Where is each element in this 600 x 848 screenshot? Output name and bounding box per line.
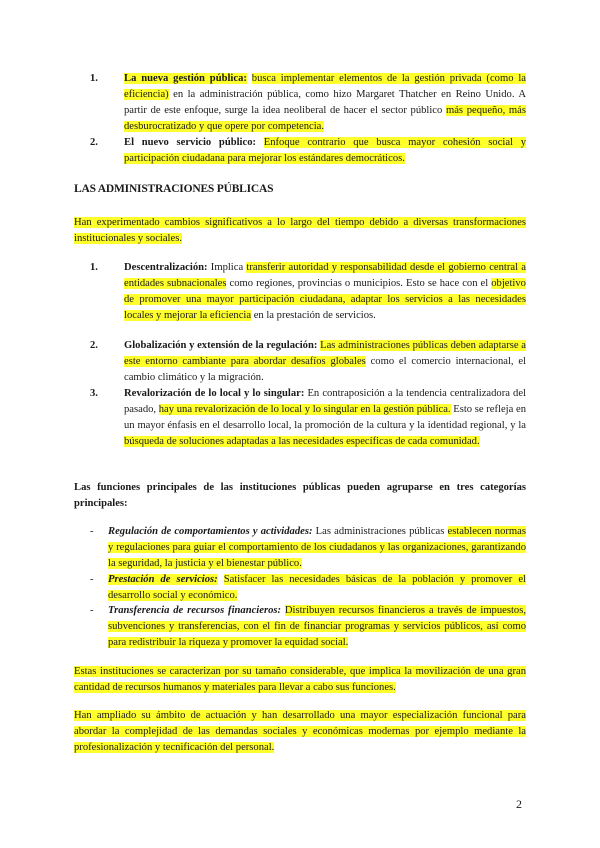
- intro-paragraph: Han experimentado cambios significativos a lo largo del tiempo debido a diversas transformaciones institucionales y sociales.: [74, 217, 526, 244]
- functions-item-1: - Regulación de comportamientos y actividades: Las administraciones públicas establecen normas y regulaciones para guiar el comportamiento de los ciudadanos y las organizaciones, garantizando la seguridad, la justicia y el bienestar público.: [90, 526, 526, 569]
- changes-item-2: 2. Globalización y extensión de la regulación: Las administraciones públicas deben adaptarse a este entorno cambiante para abordar desafíos globales como el comercio internacional, el cambio climático y la migración.: [90, 340, 526, 383]
- changes-item-1: 1. Descentralización: Implica transferir autoridad y responsabilidad desde el gobierno central a entidades subnacionales como regiones, provincias o municipios. Esto se hace con el objetivo de promover una mayor participación ciudadana, adaptar los servicios a las necesidades locales y mejorar la eficiencia en la prestación de servicios.: [90, 262, 527, 321]
- models-item-2: 2. El nuevo servicio público: Enfoque contrario que busca mayor cohesión social y participación ciudadana para mejorar los estándares democráticos.: [90, 137, 526, 164]
- functions-item-2: - Prestación de servicios: Satisfacer las necesidades básicas de la población y promover el desarrollo social y económico.: [90, 574, 526, 601]
- size-paragraph: Estas instituciones se caracterizan por su tamaño considerable, que implica la movilización de una gran cantidad de recursos humanos y materiales para llevar a cabo sus funciones.: [74, 666, 526, 693]
- models-item-1: 1. La nueva gestión pública: busca implementar elementos de la gestión privada (como la eficiencia) en la administración pública, como hizo Margaret Thatcher en Reino Unido. A partir de este enfoque, surge la idea neoliberal de hacer el sector público más pequeño, más desburocratizado y que opere por competencia.: [90, 73, 526, 132]
- functions-item-3: - Transferencia de recursos financieros: Distribuyen recursos financieros a través de impuestos, subvenciones y transferencias, con el fin de financiar programas y servicios públicos, así como para redistribuir la riqueza y promover la equidad social.: [90, 605, 526, 648]
- functions-heading: Las funciones principales de las instituciones públicas pueden agruparse en tres categorías principales:: [74, 482, 526, 509]
- page-number: 2: [516, 797, 522, 811]
- scope-paragraph: Han ampliado su ámbito de actuación y han desarrollado una mayor especialización funcional para abordar la complejidad de las demandas sociales y económicas modernas por ejemplo mediante la profesionalización y tecnificación del personal.: [74, 710, 526, 753]
- section-heading: LAS ADMINISTRACIONES PÚBLICAS: [74, 183, 274, 195]
- changes-item-3: 3. Revalorización de lo local y lo singular: En contraposición a la tendencia centralizadora del pasado, hay una revalorización de lo local y lo singular en la gestión pública. Esto se refleja en un mayor énfasis en el desarrollo local, la promoción de la cultura y la identidad regional, y la búsqueda de soluciones adaptadas a las necesidades específicas de cada comunidad.: [90, 388, 526, 447]
